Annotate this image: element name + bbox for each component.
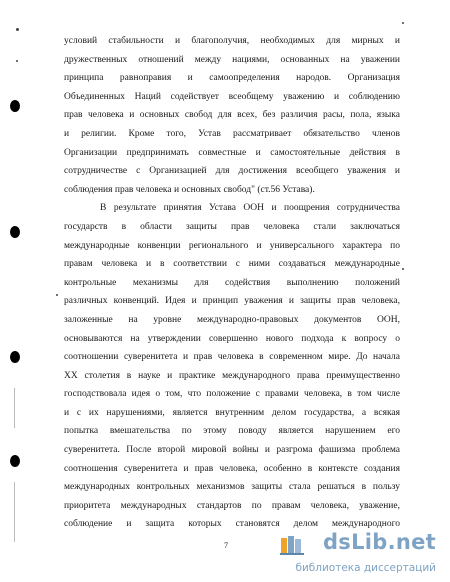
- watermark-subtitle: библиотека диссертаций: [295, 562, 436, 574]
- scan-speck: [402, 268, 404, 270]
- text-line: и религии. Кроме того, Устав рассматривает обязательство членов: [64, 128, 400, 139]
- text-line: попытка вмешательства по этому поводу является нарушением его: [64, 426, 400, 437]
- text-line: господствовала идея о том, что положение с правами человека, в том числе: [64, 389, 400, 400]
- text-line: соотношении суверенитета и прав человека в современном мире. До начала: [64, 352, 400, 363]
- watermark-brand: dsLib.net: [322, 530, 436, 554]
- text-line: правам человека и в соответствии с ними создаваться международные: [64, 259, 400, 270]
- text-line: прав человека и основных свобод для всех, без различия расы, пола, языка: [64, 110, 400, 121]
- text-line: различных конвенций. Идея и принцип уважения и защиты прав человека,: [64, 296, 400, 307]
- text-line: соблюдения прав человека и основных свобод" (ст.56 Устава).: [64, 184, 315, 195]
- text-line: Организации предпринимать совместные и самостоятельные действия в: [64, 147, 400, 158]
- text-line: приоритета международных стандартов по правам человека, уважение,: [64, 500, 400, 511]
- text-line: государств в области защиты прав человека стали заключаться: [64, 221, 400, 232]
- watermark: [274, 530, 444, 576]
- text-line: соотношения суверенитета и прав человека, особенно в контексте создания: [64, 463, 400, 474]
- text-line: XX столетия в науке и практике международного права преимущественно: [64, 370, 400, 381]
- scan-margin-line: [14, 388, 15, 428]
- punch-hole: [10, 455, 20, 467]
- text-line: сотрудничестве с Организацией для достижения всеобщего уважения и: [64, 166, 400, 177]
- text-line: международных контрольных механизмов защиты стала решаться в пользу: [64, 482, 400, 493]
- punch-hole: [10, 226, 20, 238]
- book-stack-icon: [280, 535, 306, 555]
- scan-speck: [16, 60, 18, 62]
- text-line: и с их нарушениями, является внутренним делом государства, а всякая: [64, 407, 400, 418]
- scan-speck: [56, 294, 58, 296]
- page-number: 7: [224, 541, 228, 550]
- text-line: суверенитета. После второй мировой войны и разгрома фашизма проблема: [64, 445, 400, 456]
- body-text: [64, 32, 400, 534]
- text-line: основываются на утверждении совершенно нового подхода к вопросу о: [64, 333, 400, 344]
- scan-speck: [402, 22, 404, 24]
- text-line: Объединенных Наций содействует всеобщему уважению и соблюдению: [64, 91, 400, 102]
- text-line: условий стабильности и благополучия, необходимых для мирных и: [64, 36, 400, 46]
- text-line: соблюдение и защита которых становятся делом международного: [64, 519, 400, 530]
- punch-hole: [10, 351, 20, 363]
- text-line: принципа равноправия и самоопределения народов. Организация: [64, 73, 400, 84]
- text-line: международные конвенции регионального и универсального характера по: [64, 240, 400, 251]
- text-line: В результате принятия Устава ООН и поощрения сотрудничества: [100, 203, 400, 214]
- scan-speck: [16, 28, 19, 31]
- text-line: заложенные на уровне международно-правовых документов ООН,: [64, 314, 400, 325]
- punch-hole: [10, 100, 20, 112]
- scan-margin-line: [14, 482, 15, 542]
- text-line: контрольные механизмы для содействия выполнению положений: [64, 277, 400, 288]
- text-line: дружественных отношений между нациями, основанных на уважении: [64, 54, 400, 65]
